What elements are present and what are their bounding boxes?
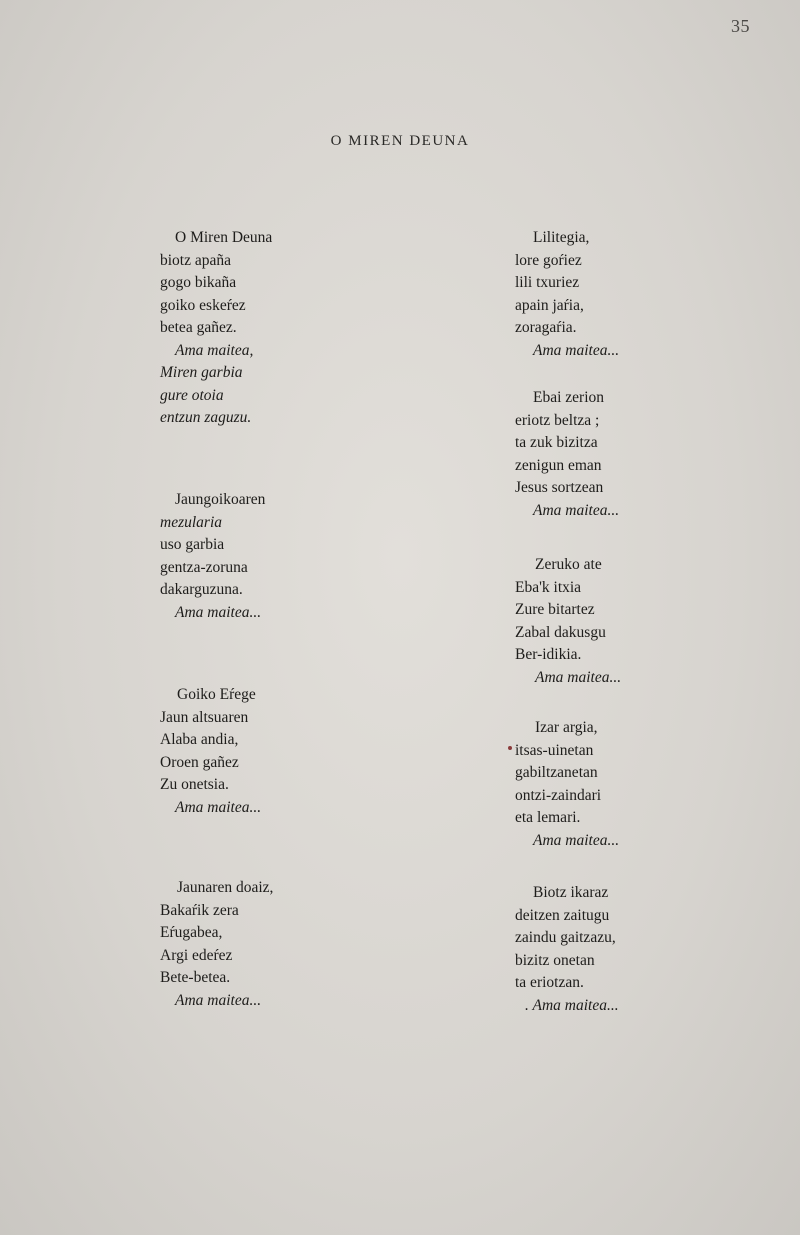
verse-line: Jaunaren doaiz,	[177, 879, 274, 896]
verse-line: gogo bikaña	[160, 274, 237, 291]
stanza	[515, 387, 619, 522]
stanza	[515, 717, 619, 852]
verse-line: biotz apaña	[160, 251, 232, 269]
verse-line-italic: Ama maitea,	[175, 341, 254, 359]
verse-line: deitzen zaitugu	[515, 906, 610, 924]
stanza	[515, 554, 621, 689]
verse-line: Goiko Eŕege	[177, 686, 256, 703]
verse-line-italic: . Ama maitea...	[525, 996, 619, 1014]
verse-line: zaindu gaitzazu,	[515, 929, 616, 946]
stanza	[515, 882, 619, 1017]
verse-line: ontzi-zaindari	[515, 786, 602, 804]
verse-line: Eŕugabea,	[160, 924, 223, 941]
stanza	[160, 489, 265, 624]
verse-line: Alaba andia,	[160, 731, 239, 748]
verse-line-italic: Miren garbia	[160, 364, 243, 381]
verse-line-italic: Ama maitea...	[175, 603, 262, 621]
verse-line: lili txuriez	[515, 274, 580, 291]
verse-line: gentza-zoruna	[160, 558, 248, 576]
verse-line: bizitz onetan	[515, 951, 595, 969]
verse-line: Biotz ikaraz	[533, 884, 609, 901]
verse-line: zoragaŕia.	[515, 319, 577, 336]
poem-title: O MIREN DEUNA	[330, 133, 470, 149]
verse-line: Zure bitartez	[515, 601, 595, 618]
verse-line-italic: Ama maitea...	[533, 501, 620, 519]
verse-line-italic: gure otoia	[160, 386, 224, 404]
verse-line: dakarguzuna.	[160, 581, 243, 598]
stanza	[160, 227, 272, 430]
verse-line-italic: entzun zaguzu.	[160, 409, 252, 426]
verse-line: Jesus sortzean	[515, 479, 604, 496]
verse-line: Ber-idikia.	[515, 646, 582, 663]
verse-line: uso garbia	[160, 536, 225, 553]
verse-line-italic: Ama maitea...	[533, 341, 620, 359]
verse-line: Bete-betea.	[160, 969, 231, 986]
verse-line: Eba'k itxia	[515, 578, 582, 596]
verse-line-italic: Ama maitea...	[535, 668, 622, 686]
verse-line-italic: Ama maitea...	[533, 831, 620, 849]
stanza	[160, 877, 273, 1012]
verse-line: Bakaŕik zera	[160, 901, 239, 919]
ink-speck	[508, 746, 512, 750]
verse-line-italic: Ama maitea...	[175, 991, 262, 1009]
verse-line: apain jaŕia,	[515, 296, 584, 314]
verse-line: gabiltzanetan	[515, 764, 598, 781]
verse-line: itsas-uinetan	[515, 741, 594, 759]
verse-line: Oroen gañez	[160, 753, 239, 771]
verse-line: Zabal dakusgu	[515, 623, 606, 641]
verse-line: O Miren Deuna	[175, 229, 273, 246]
verse-line: Jaungoikoaren	[175, 491, 266, 508]
verse-line: Lilitegia,	[533, 229, 590, 246]
verse-line-italic: Ama maitea...	[175, 798, 262, 816]
verse-line: betea gañez.	[160, 319, 237, 336]
page-number: 35	[731, 16, 750, 36]
verse-line: Zu onetsia.	[160, 776, 229, 793]
verse-line: ta zuk bizitza	[515, 434, 598, 451]
verse-line: eta lemari.	[515, 809, 581, 826]
verse-line: eriotz beltza ;	[515, 411, 600, 429]
verse-line: goiko eskeŕez	[160, 296, 246, 314]
verse-line: Ebai zerion	[533, 389, 605, 406]
verse-line: Argi edeŕez	[160, 946, 233, 964]
verse-line: Zeruko ate	[535, 556, 602, 573]
verse-line: lore goŕiez	[515, 251, 582, 269]
verse-line: ta eriotzan.	[515, 974, 584, 991]
verse-line: Izar argia,	[535, 719, 598, 736]
stanza	[160, 684, 261, 819]
verse-line-italic: mezularia	[160, 513, 222, 531]
verse-line: Jaun altsuaren	[160, 708, 249, 726]
stanza	[515, 227, 619, 362]
verse-line: zenigun eman	[515, 456, 602, 474]
